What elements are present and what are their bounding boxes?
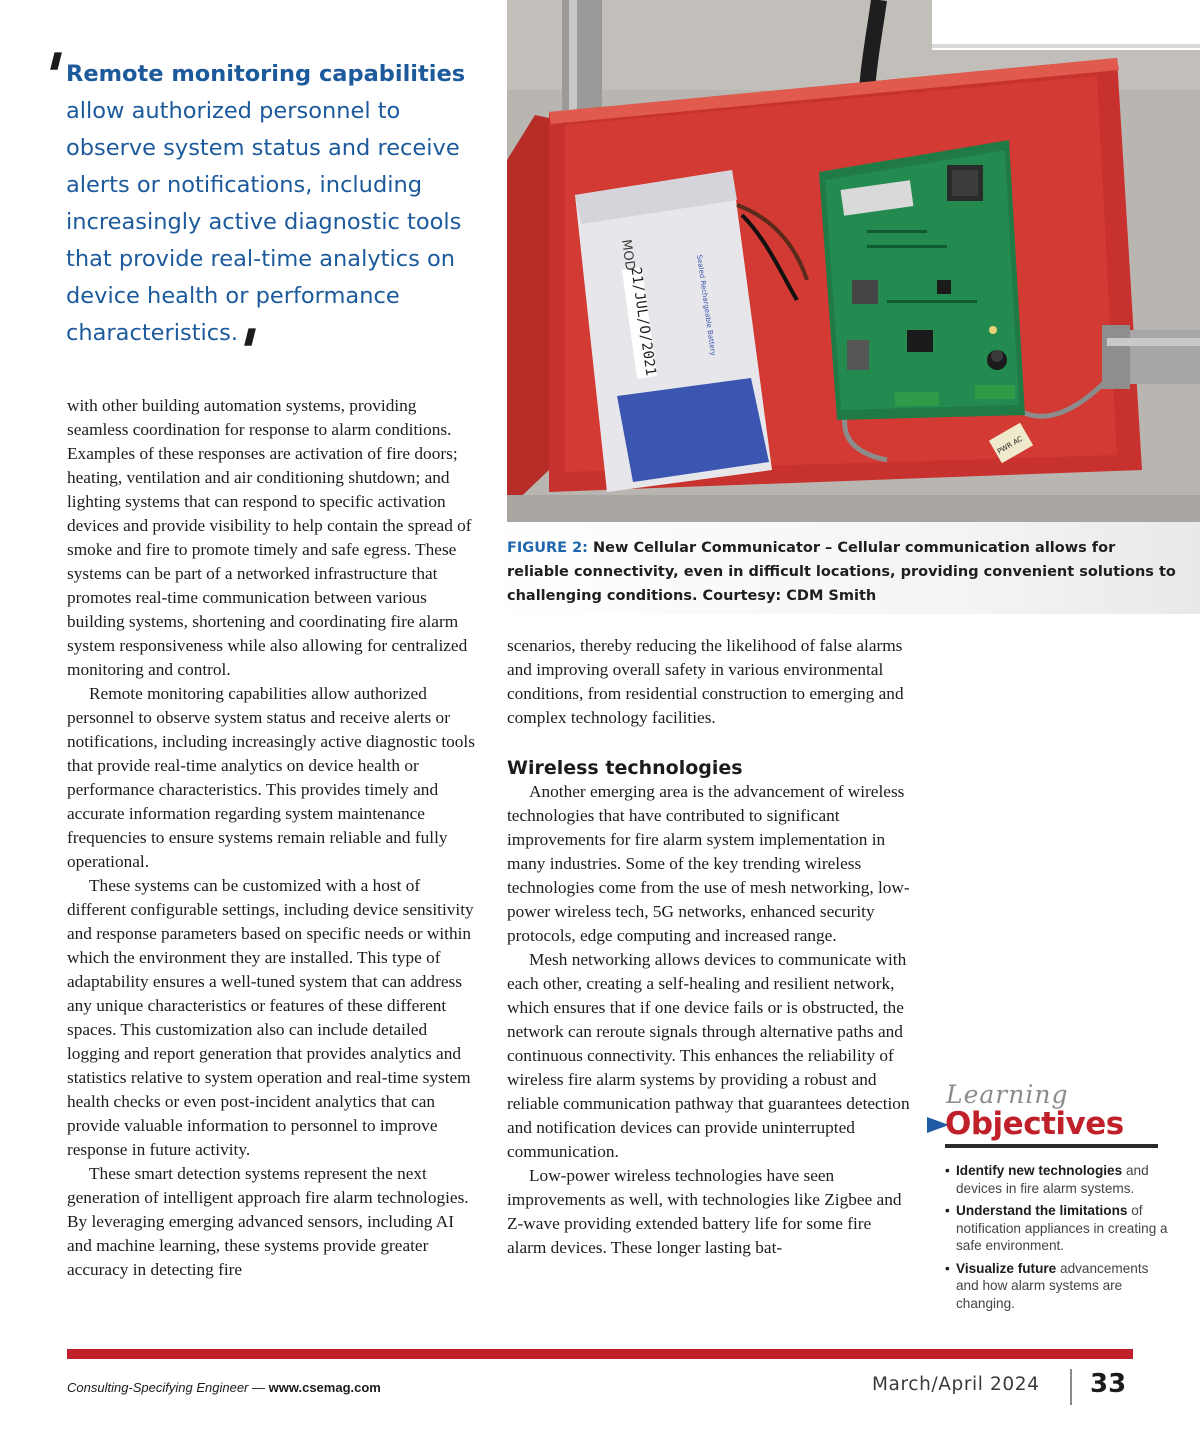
pull-quote-rest: allow authorized personnel to observe system status and receive alerts or notifications, including increasingly active diagnostic tools that provide real-time analytics on device health or performance characteristics. bbox=[66, 98, 462, 346]
figure-caption-text: New Cellular Communicator – Cellular communication allows for reliable connectivity, even in difficult locations, providing convenient solutions to challenging conditions. Courtesy: CDM Smith bbox=[507, 540, 1176, 604]
footer-publication bbox=[67, 1380, 381, 1395]
body-column-middle bbox=[507, 634, 911, 1260]
figure-caption-box bbox=[490, 522, 1200, 614]
publication-url[interactable]: www.csemag.com bbox=[268, 1380, 381, 1395]
objective-text: advancements and how alarm systems are changing. bbox=[956, 1260, 1149, 1311]
objective-text: and devices in fire alarm systems. bbox=[956, 1163, 1149, 1196]
battery-date: 21/JUL/O/2021 bbox=[627, 266, 659, 377]
pull-quote-text bbox=[66, 56, 476, 352]
figure-label: FIGURE 2: bbox=[507, 540, 588, 556]
battery-brand: Sealed Rechargeable Battery bbox=[695, 254, 718, 357]
paragraph: Another emerging area is the advancement of wireless technologies that have contributed to significant improvements for fire alarm system implementation in many industries. Some of the key trending wireless technologies come from the use of mesh networking, low-power wireless tech, 5G networks, enhanced security protocols, edge computing and increased range. bbox=[507, 782, 910, 945]
pull-quote-lead: Remote monitoring capabilities bbox=[66, 61, 466, 87]
objective-item bbox=[945, 1162, 1170, 1197]
power-tag-text: PWR AC bbox=[995, 434, 1025, 456]
objective-text: of notification appliances in creating a safe environment. bbox=[956, 1203, 1168, 1253]
paragraph: Mesh networking allows devices to communicate with each other, creating a self-healing and resilient network, which ensures that if one device fails or is obstructed, the network can reroute signals through alternative paths and continuous connectivity. This enhances the reliability of wireless fire alarm systems by providing a robust and reliable communication pathway that guarantees detection and notification devices can provide uninterrupted communication. bbox=[507, 950, 910, 1161]
objectives-heading: Objectives bbox=[945, 1106, 1124, 1142]
figure-photo bbox=[507, 0, 1200, 522]
conduit-pipe bbox=[562, 0, 602, 110]
footer-rule bbox=[67, 1349, 1133, 1359]
figure-caption bbox=[507, 536, 1177, 608]
objective-bold: Visualize future bbox=[956, 1260, 1057, 1276]
paragraph: scenarios, thereby reducing the likelihood of false alarms and improving overall safety in various environmental conditions, from residential construction to emerging and complex technology facilities. bbox=[507, 636, 904, 727]
issue-date: March/April 2024 bbox=[872, 1374, 1040, 1395]
objective-item bbox=[945, 1202, 1170, 1255]
objectives-list bbox=[945, 1162, 1170, 1317]
publication-name: Consulting-Specifying Engineer bbox=[67, 1380, 249, 1395]
circuit-board bbox=[819, 140, 1025, 420]
learning-objectives-box bbox=[925, 1080, 1185, 1340]
label-sheet bbox=[932, 0, 1200, 50]
cellular-communicator-photo bbox=[507, 0, 1200, 522]
paragraph: Remote monitoring capabilities allow authorized personnel to observe system status and receive alerts or notifications, including increasingly active diagnostic tools that provide real-time analytics on device health or performance characteristics. This provides timely and accurate information regarding system maintenance frequencies to ensure systems remain reliable and fully operational. bbox=[67, 684, 475, 871]
battery-model: MOD bbox=[618, 238, 638, 272]
objective-bold: Identify new technologies bbox=[956, 1163, 1123, 1178]
learning-heading: Learning bbox=[946, 1080, 1069, 1109]
objective-bold: Understand the limitations bbox=[956, 1203, 1128, 1218]
page-number: 33 bbox=[1090, 1369, 1127, 1399]
paragraph: These systems can be customized with a host of different configurable settings, including device sensitivity and response parameters based on specific needs or within which the environment they are installed. This type of adaptability ensures a well-tuned system that can address any unique characteristics or features of these different spaces. This customization also can include detailed logging and report generation that provides analytics and statistics relative to system operation and real-time system health checks or even post-incident analytics that can provide valuable information to personnel to improve response in future activity. bbox=[67, 876, 474, 1159]
paragraph: with other building automation systems, providing seamless coordination for response to alarm conditions. Examples of these responses are activation of fire doors; heating, ventilation and air conditioning shutdown; and lighting systems that can respond to specific activation devices and provide visibility to help contain the spread of smoke and fire to promote timely and safe egress. These systems can be part of a networked infrastructure that promotes real-time communication between various building systems, shortening and coordinating fire alarm system responsiveness while also allowing for centralized monitoring and control. bbox=[67, 396, 472, 679]
paragraph: These smart detection systems represent the next generation of intelligent approach fire alarm technologies. By leveraging emerging advanced sensors, including AI and machine learning, these systems provide greater accuracy in detecting fire bbox=[67, 1164, 469, 1279]
objectives-rule bbox=[945, 1144, 1158, 1148]
section-heading: Wireless technologies bbox=[507, 757, 743, 779]
enclosure-door bbox=[507, 115, 549, 510]
open-quote-mark: ' bbox=[32, 40, 72, 115]
footer-divider bbox=[1070, 1369, 1072, 1405]
close-quote-mark: ' bbox=[226, 316, 266, 391]
objective-item bbox=[945, 1260, 1170, 1313]
paragraph: Low-power wireless technologies have seen improvements as well, with technologies like Zigbee and Z-wave providing extended battery life for some fire alarm devices. These longer lasting bat- bbox=[507, 1166, 902, 1257]
footer-separator: — bbox=[248, 1380, 269, 1395]
body-column-left bbox=[67, 394, 477, 1282]
